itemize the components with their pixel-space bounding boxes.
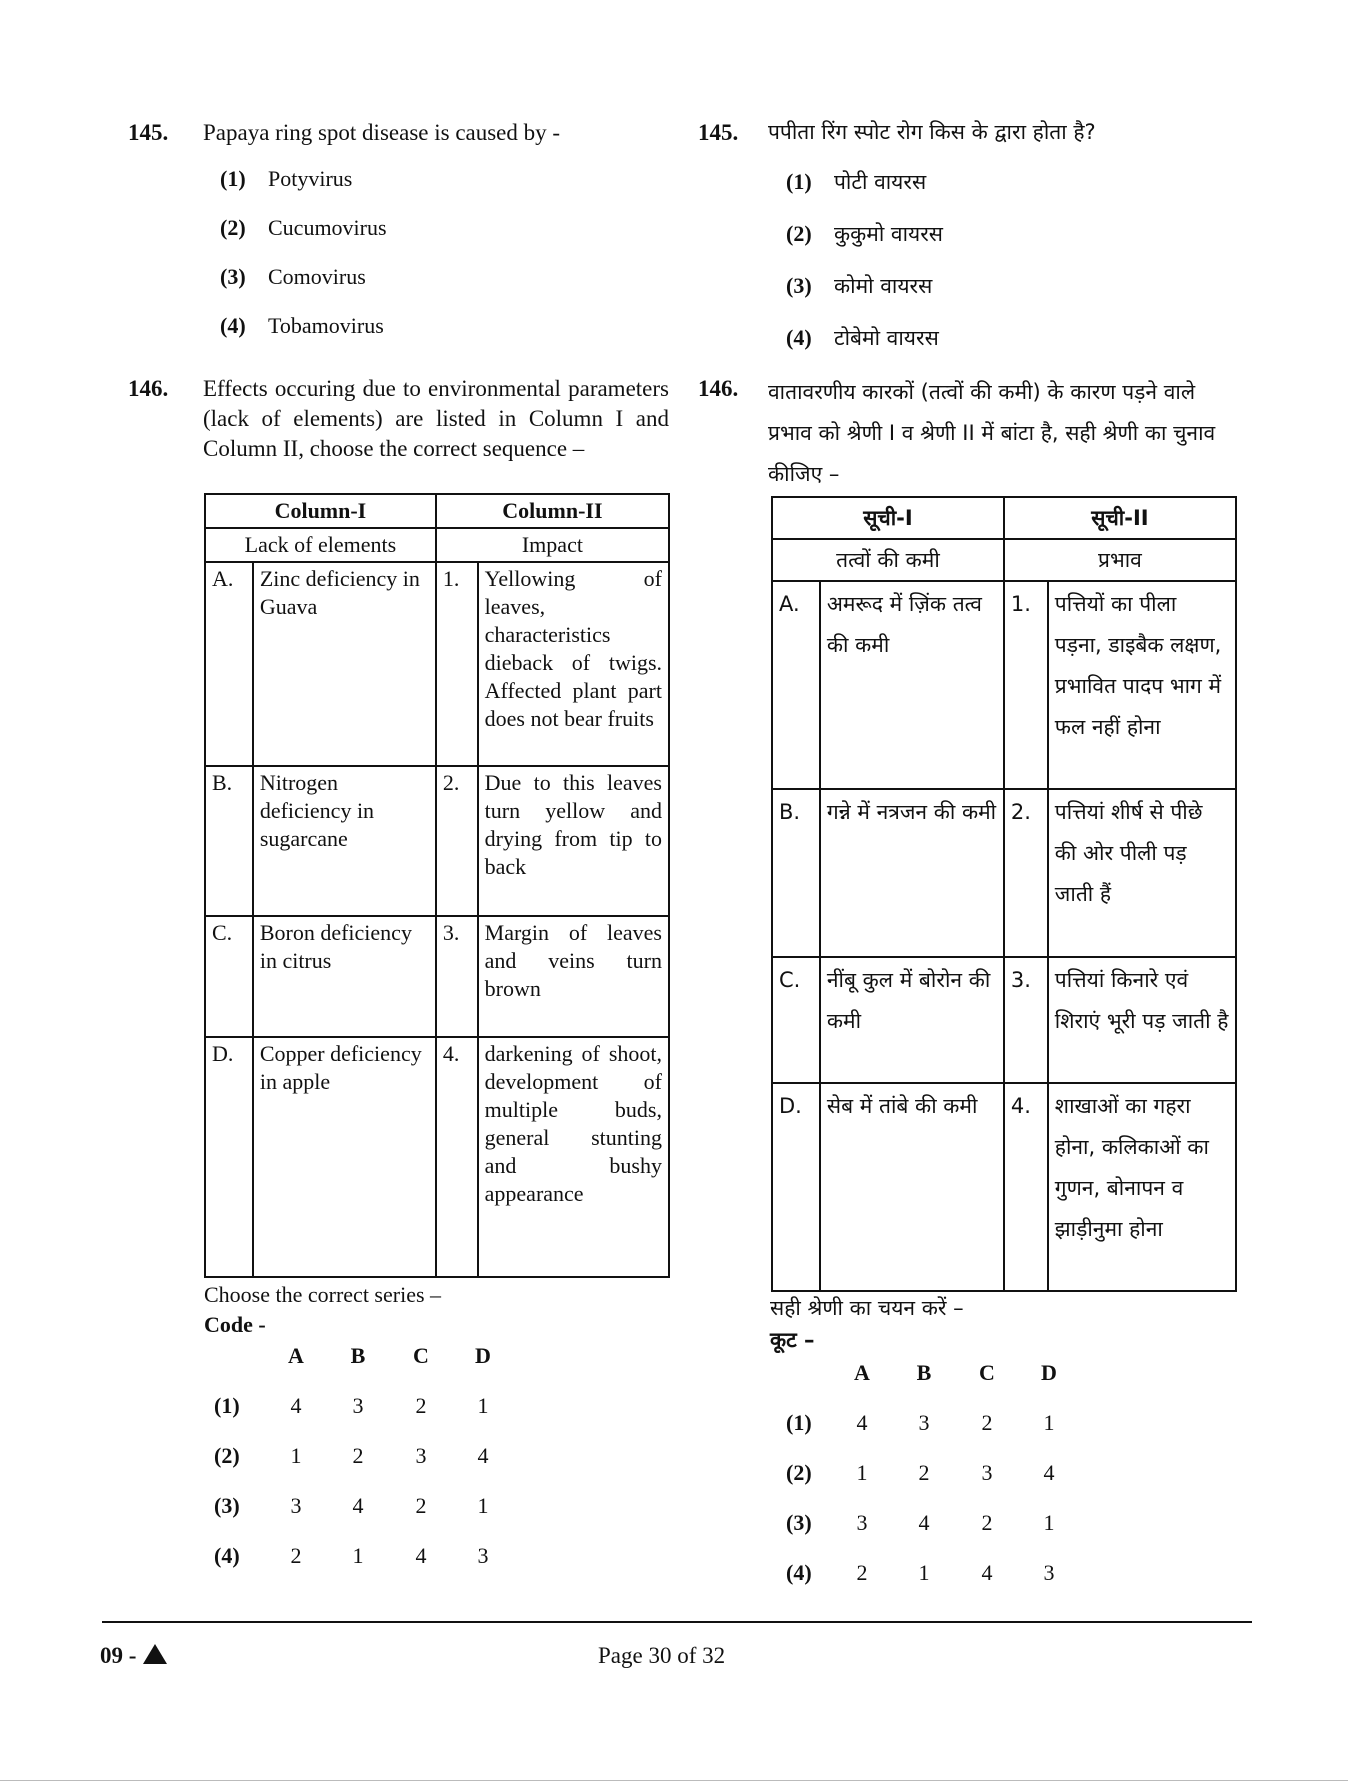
column-1-header-hi: सूची-I [772, 497, 1004, 539]
column-1-subheader: Lack of elements [205, 528, 436, 562]
column-2-subheader: Impact [436, 528, 669, 562]
match-table-hi [771, 496, 1237, 1292]
q145-option-2-en[interactable]: (2) Cucumovirus [220, 215, 387, 240]
table-row: B. Nitrogen deficiency in sugarcane 2. Due to this leaves turn yellow and drying from tip to back [205, 766, 669, 916]
q146-question-en: Effects occuring due to environmental parameters (lack of elements) are listed in Column I and Column II, choose the correct sequence – [203, 376, 669, 461]
column-1-subheader-hi: तत्वों की कमी [772, 539, 1004, 581]
code-option-1-hi[interactable]: (1) 4 3 2 1 [786, 1410, 1055, 1435]
column-2-header-hi: सूची-II [1004, 497, 1236, 539]
choose-series-hi: सही श्रेणी का चयन करें – [770, 1296, 964, 1320]
code-option-4-en[interactable]: (4) 2 1 4 3 [214, 1543, 489, 1568]
q146-question-hi: वातावरणीय कारकों (तत्वों की कमी) के कारण पड़ने वाले प्रभाव को श्रेणी I व श्रेणी II में बांटा है, सही श्रेणी का चुनाव कीजिए – [768, 380, 1216, 486]
code-option-3-en[interactable]: (3) 3 4 2 1 [214, 1493, 489, 1518]
q145-option-2-hi[interactable]: (2) कुकुमो वायरस [786, 221, 944, 246]
code-option-4-hi[interactable]: (4) 2 1 4 3 [786, 1560, 1055, 1585]
codes-grid-hi: A B C D (1) 4 3 2 1 (2) 1 2 3 4 (3) 3 4 2 1 (4) 2 1 4 3 [786, 1360, 1086, 1600]
match-table-en [204, 493, 670, 1278]
column-1-header: Column-I [205, 494, 436, 528]
q145-question-en: Papaya ring spot disease is caused by - [203, 120, 561, 145]
q145-number-hi: 145. [698, 120, 739, 145]
code-label-en: Code - [204, 1312, 266, 1337]
page-number: Page 30 of 32 [598, 1643, 726, 1668]
q145-option-3-hi[interactable]: (3) कोमो वायरस [786, 273, 933, 298]
q146-number-hi: 146. [698, 376, 739, 401]
column-2-header: Column-II [436, 494, 669, 528]
code-option-1-en[interactable]: (1) 4 3 2 1 [214, 1393, 489, 1418]
page-edge-divider [0, 1780, 1348, 1781]
table-row: A. Zinc deficiency in Guava 1. Yellowing of leaves, characteristics dieback of twigs. Affected plant part does not bear fruits [205, 562, 669, 766]
code-label-hi: कूट – [770, 1328, 815, 1352]
table-row: A. अमरूद में ज़िंक तत्व की कमी 1. पत्तियों का पीला पड़ना, डाइबैक लक्षण, प्रभावित पादप भाग में फल नहीं होना [772, 581, 1236, 789]
q145-option-1-hi[interactable]: (1) पोटी वायरस [786, 169, 927, 194]
q145-option-1-en[interactable]: (1) Potyvirus [220, 166, 353, 191]
table-row: D. सेब में तांबे की कमी 4. शाखाओं का गहरा होना, कलिकाओं का गुणन, बोनापन व झाड़ीनुमा होना [772, 1083, 1236, 1291]
q145-number: 145. [128, 120, 169, 145]
q145-option-4-hi[interactable]: (4) टोबेमो वायरस [786, 325, 939, 350]
table-row: B. गन्ने में नत्रजन की कमी 2. पत्तियां शीर्ष से पीछे की ओर पीली पड़ जाती हैं [772, 789, 1236, 957]
table-row: C. Boron deficiency in citrus 3. Margin of leaves and veins turn brown [205, 916, 669, 1037]
q146-number: 146. [128, 376, 169, 401]
code-option-3-hi[interactable]: (3) 3 4 2 1 [786, 1510, 1055, 1535]
footer-rule [102, 1621, 1252, 1623]
choose-series-en: Choose the correct series – [204, 1282, 442, 1307]
q145-question-hi: पपीता रिंग स्पोट रोग किस के द्वारा होता है? [768, 120, 1096, 144]
table-row: C. नींबू कुल में बोरोन की कमी 3. पत्तियां किनारे एवं शिराएं भूरी पड़ जाती है [772, 957, 1236, 1083]
q145-option-3-en[interactable]: (3) Comovirus [220, 264, 366, 289]
booklet-code: 09 - [100, 1643, 168, 1669]
code-option-2-hi[interactable]: (2) 1 2 3 4 [786, 1460, 1055, 1485]
column-2-subheader-hi: प्रभाव [1004, 539, 1236, 581]
table-row: D. Copper deficiency in apple 4. darkening of shoot, development of multiple buds, general stunting and bushy appearance [205, 1037, 669, 1277]
triangle-icon [142, 1643, 168, 1665]
q145-option-4-en[interactable]: (4) Tobamovirus [220, 313, 384, 338]
codes-grid-en: A B C D (1) 4 3 2 1 (2) 1 2 3 4 (3) 3 4 2 1 (4) 2 1 4 3 [214, 1343, 514, 1583]
code-option-2-en[interactable]: (2) 1 2 3 4 [214, 1443, 489, 1468]
